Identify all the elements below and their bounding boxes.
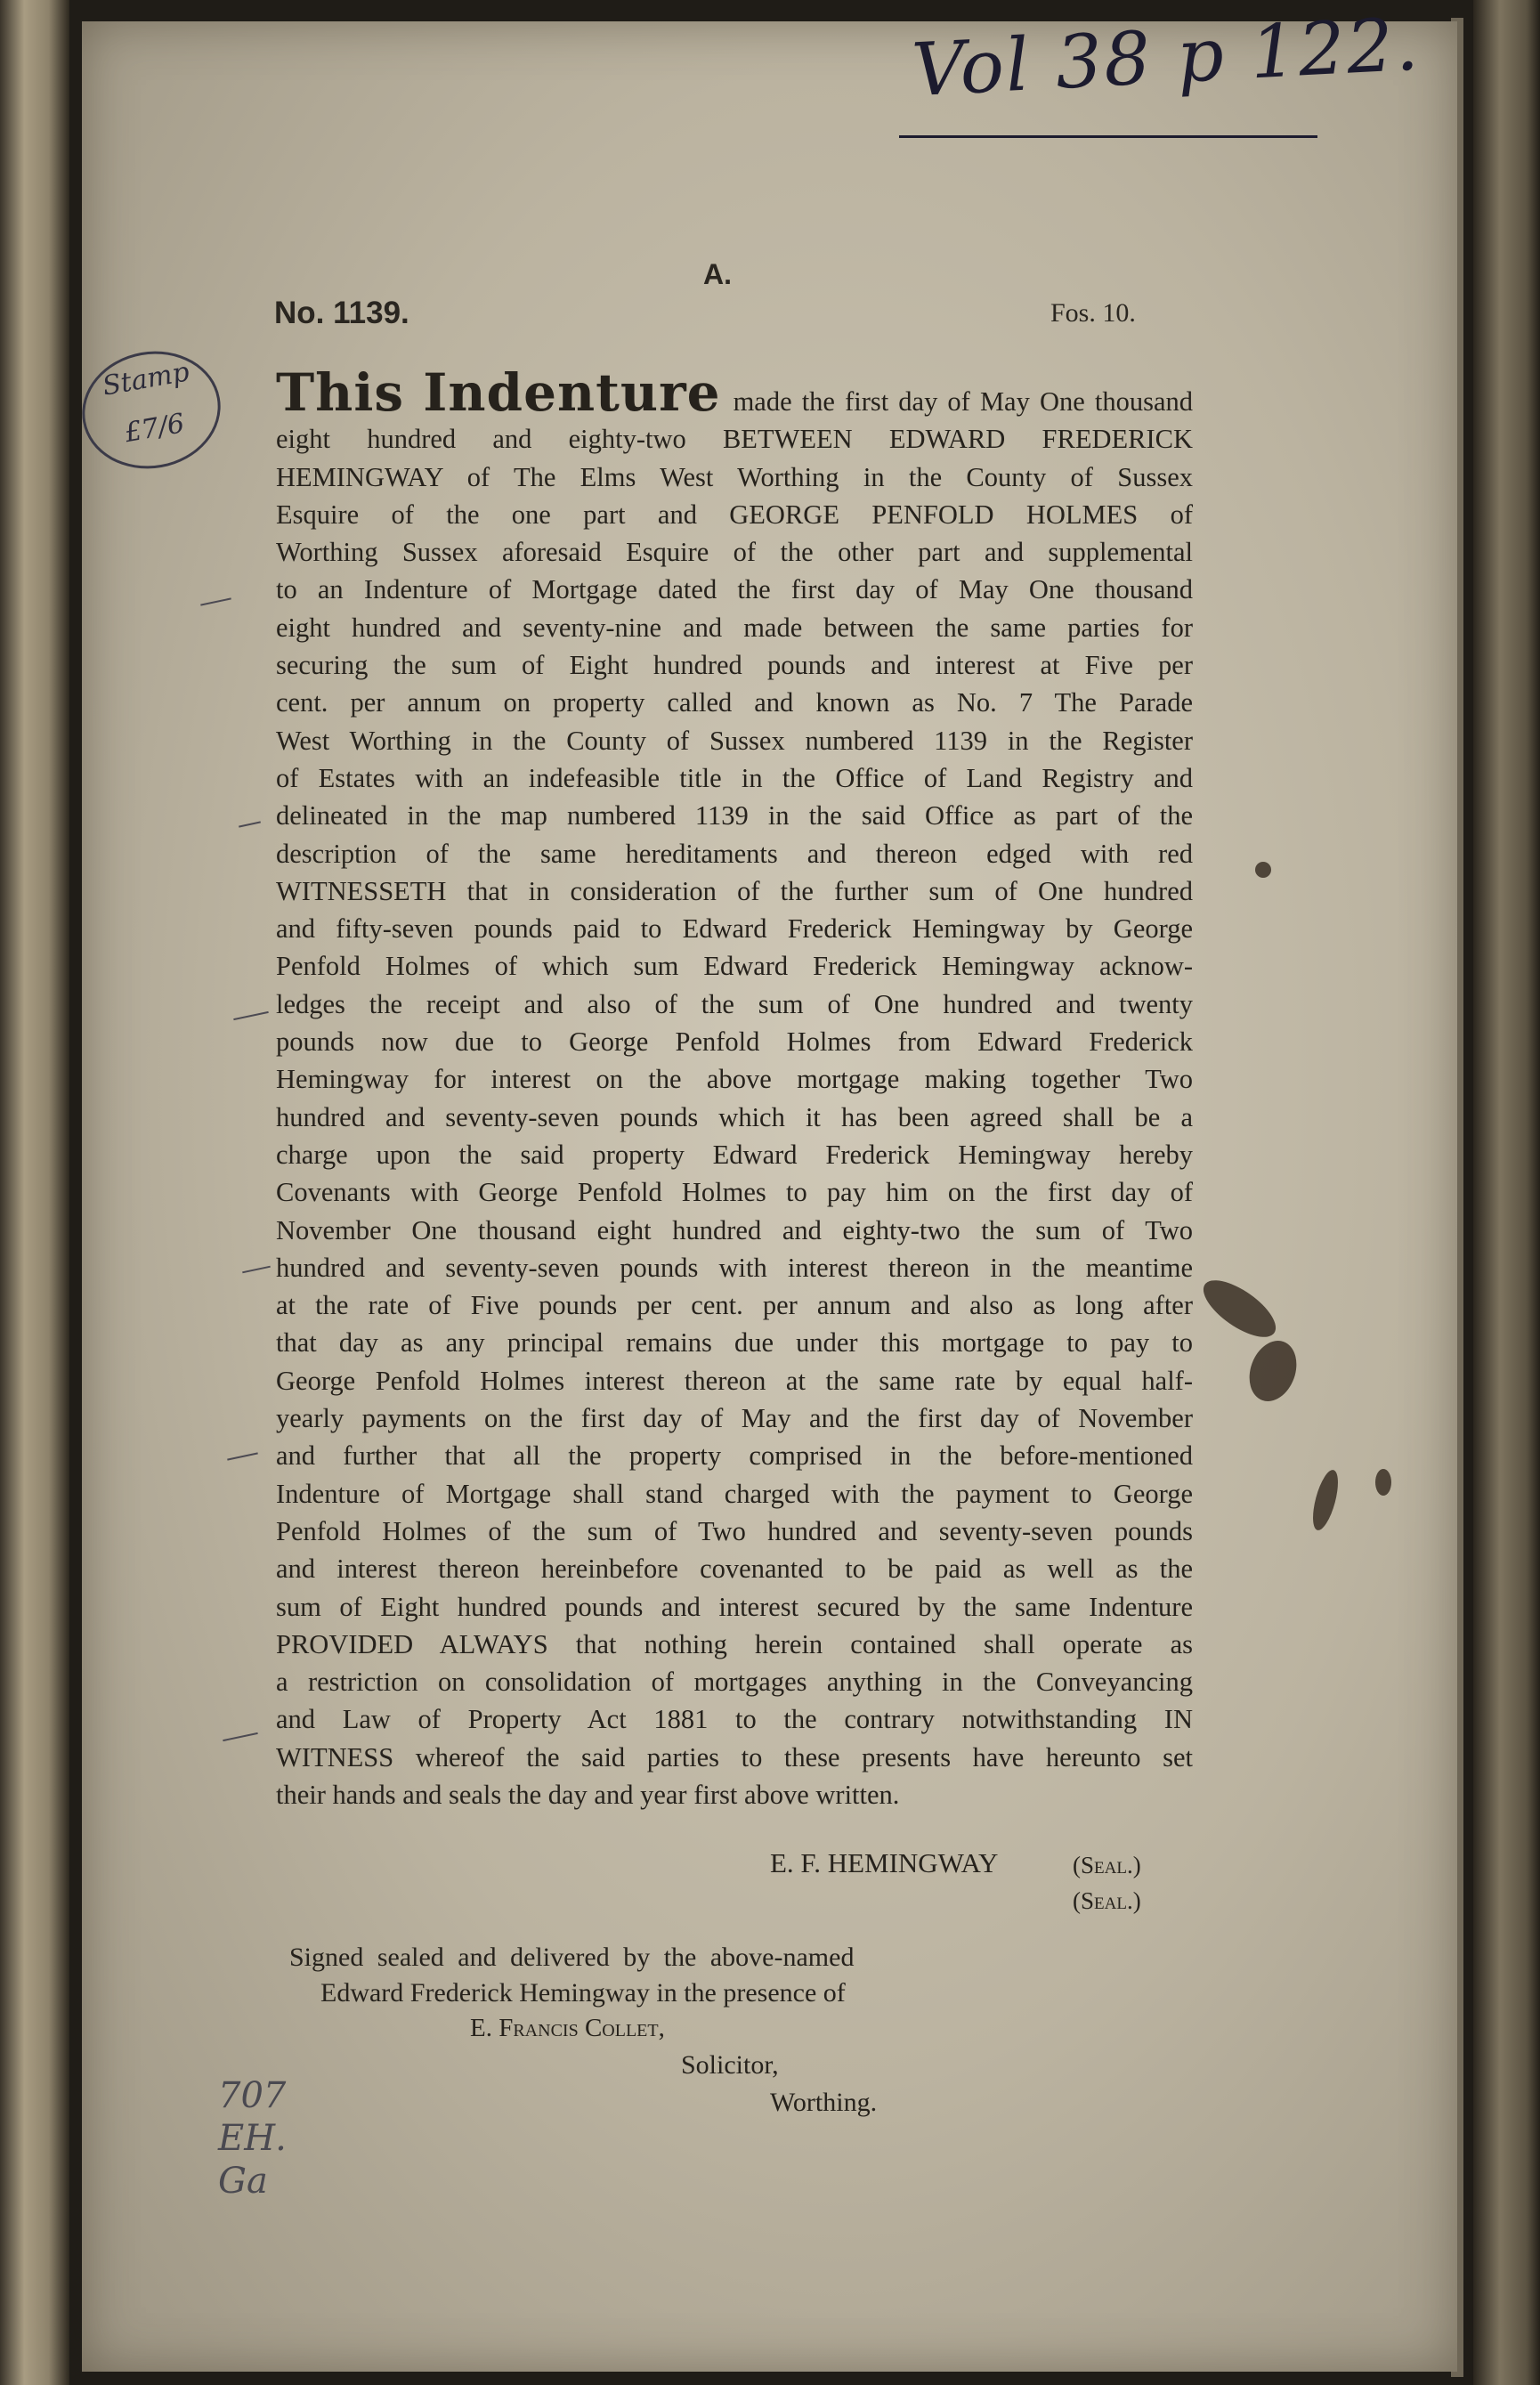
ink-stain-4 bbox=[1375, 1469, 1391, 1496]
deed-line: Covenants with George Penfold Holmes to pay him on the first day of bbox=[276, 1177, 1193, 1208]
margin-initials-line-1: 707 bbox=[218, 2075, 287, 2116]
deed-line: that day as any principal remains due under this mortgage to pay to bbox=[276, 1327, 1193, 1359]
deed-line: Penfold Holmes of which sum Edward Frederick Hemingway acknow- bbox=[276, 951, 1193, 982]
book-binding-right bbox=[1473, 0, 1540, 2385]
deed-line: November One thousand eight hundred and eighty-two the sum of Two bbox=[276, 1214, 1193, 1245]
margin-initials bbox=[218, 2074, 352, 2217]
stamp-line-1: Stamp bbox=[100, 356, 192, 402]
margin-initials-line-2: EH. bbox=[218, 2118, 287, 2159]
deed-line: HEMINGWAY of The Elms West Worthing in the County of Sussex bbox=[276, 461, 1193, 492]
deed-line: ledges the receipt and also of the sum of One hundred and twenty bbox=[276, 988, 1193, 1019]
deed-line: cent. per annum on property called and known as No. 7 The Parade bbox=[276, 687, 1193, 718]
deed-line: yearly payments on the first day of May and the first day of November bbox=[276, 1403, 1193, 1434]
deed-line: hundred and seventy-seven pounds which it has been agreed shall be a bbox=[276, 1101, 1193, 1132]
deed-line: George Penfold Holmes interest thereon at the same rate by equal half- bbox=[276, 1365, 1193, 1396]
deed-line: their hands and seals the day and year first above written. bbox=[276, 1779, 900, 1810]
witness-place: Worthing. bbox=[770, 2088, 878, 2117]
section-letter: A. bbox=[703, 258, 732, 290]
ink-dot bbox=[1255, 862, 1271, 878]
folios-count: Fos. 10. bbox=[1050, 298, 1136, 328]
deed-first-line-text: made the first day of May One thousand bbox=[733, 386, 1193, 417]
deed-line: pounds now due to George Penfold Holmes from Edward Frederick bbox=[276, 1026, 1193, 1058]
witness-name: E. Francis Collet, bbox=[470, 2014, 665, 2042]
deed-line: hundred and seventy-seven pounds with interest thereon in the meantime bbox=[276, 1252, 1193, 1283]
deed-line: and further that all the property comprised in the before-mentioned bbox=[276, 1440, 1193, 1472]
deed-line: a restriction on consolidation of mortgages anything in the Conveyancing bbox=[276, 1667, 1193, 1698]
signatory-name: E. F. HEMINGWAY bbox=[770, 1847, 999, 1878]
deed-line: and interest thereon hereinbefore covenanted to be paid as well as the bbox=[276, 1553, 1193, 1585]
deed-line: charge upon the said property Edward Frederick Hemingway hereby bbox=[276, 1139, 1193, 1170]
deed-line: description of the same hereditaments and thereon edged with red bbox=[276, 838, 1193, 869]
deed-line: eight hundred and eighty-two BETWEEN EDWARD FREDERICK bbox=[276, 424, 1193, 455]
deed-first-line bbox=[276, 362, 1193, 423]
deed-heading: This Indenture bbox=[276, 362, 721, 423]
document-number: No. 1139. bbox=[274, 296, 409, 330]
attestation-line-2: Edward Frederick Hemingway in the presence of bbox=[320, 1978, 846, 2008]
book-binding-left bbox=[0, 0, 69, 2385]
deed-line: WITNESSETH that in consideration of the further sum of One hundred bbox=[276, 875, 1193, 906]
deed-line: WITNESS whereof the said parties to these presents have hereunto set bbox=[276, 1741, 1193, 1773]
deed-line: delineated in the map numbered 1139 in the said Office as part of the bbox=[276, 800, 1193, 832]
deed-line: Indenture of Mortgage shall stand charged with the payment to George bbox=[276, 1478, 1193, 1509]
deed-line: Hemingway for interest on the above mortgage making together Two bbox=[276, 1064, 1193, 1095]
deed-line: Worthing Sussex aforesaid Esquire of the other part and supplemental bbox=[276, 537, 1193, 568]
deed-line: of Estates with an indefeasible title in the Office of Land Registry and bbox=[276, 762, 1193, 793]
witness-role: Solicitor, bbox=[681, 2050, 779, 2080]
seal-mark-2: (Seal.) bbox=[1073, 1887, 1141, 1914]
deed-line: and Law of Property Act 1881 to the contrary notwithstanding IN bbox=[276, 1704, 1193, 1735]
deed-line: Esquire of the one part and GEORGE PENFOLD HOLMES of bbox=[276, 499, 1193, 530]
deed-body bbox=[276, 362, 1193, 1813]
seal-mark-1: (Seal.) bbox=[1073, 1852, 1141, 1878]
deed-line: sum of Eight hundred pounds and interest secured by the same Indenture bbox=[276, 1591, 1193, 1622]
stamp-line-2: £7/6 bbox=[122, 408, 187, 450]
attestation-line-1: Signed sealed and delivered by the above-named bbox=[289, 1943, 855, 1972]
deed-line: to an Indenture of Mortgage dated the first day of May One thousand bbox=[276, 574, 1193, 605]
deed-line: Penfold Holmes of the sum of Two hundred and seventy-seven pounds bbox=[276, 1515, 1193, 1546]
deed-line: at the rate of Five pounds per cent. per annum and also as long after bbox=[276, 1290, 1193, 1321]
deed-line: and fifty-seven pounds paid to Edward Frederick Hemingway by George bbox=[276, 913, 1193, 945]
deed-line: West Worthing in the County of Sussex numbered 1139 in the Register bbox=[276, 725, 1193, 756]
deed-line: securing the sum of Eight hundred pounds and interest at Five per bbox=[276, 650, 1193, 681]
volume-note-underline bbox=[899, 135, 1317, 138]
deed-lines bbox=[276, 420, 1193, 1813]
volume-page-note: Vol 38 p 122. bbox=[910, 2, 1422, 114]
margin-initials-line-3: Ga bbox=[218, 2161, 268, 2202]
deed-line: PROVIDED ALWAYS that nothing herein contained shall operate as bbox=[276, 1628, 1193, 1659]
deed-line: eight hundred and seventy-nine and made between the same parties for bbox=[276, 612, 1193, 643]
